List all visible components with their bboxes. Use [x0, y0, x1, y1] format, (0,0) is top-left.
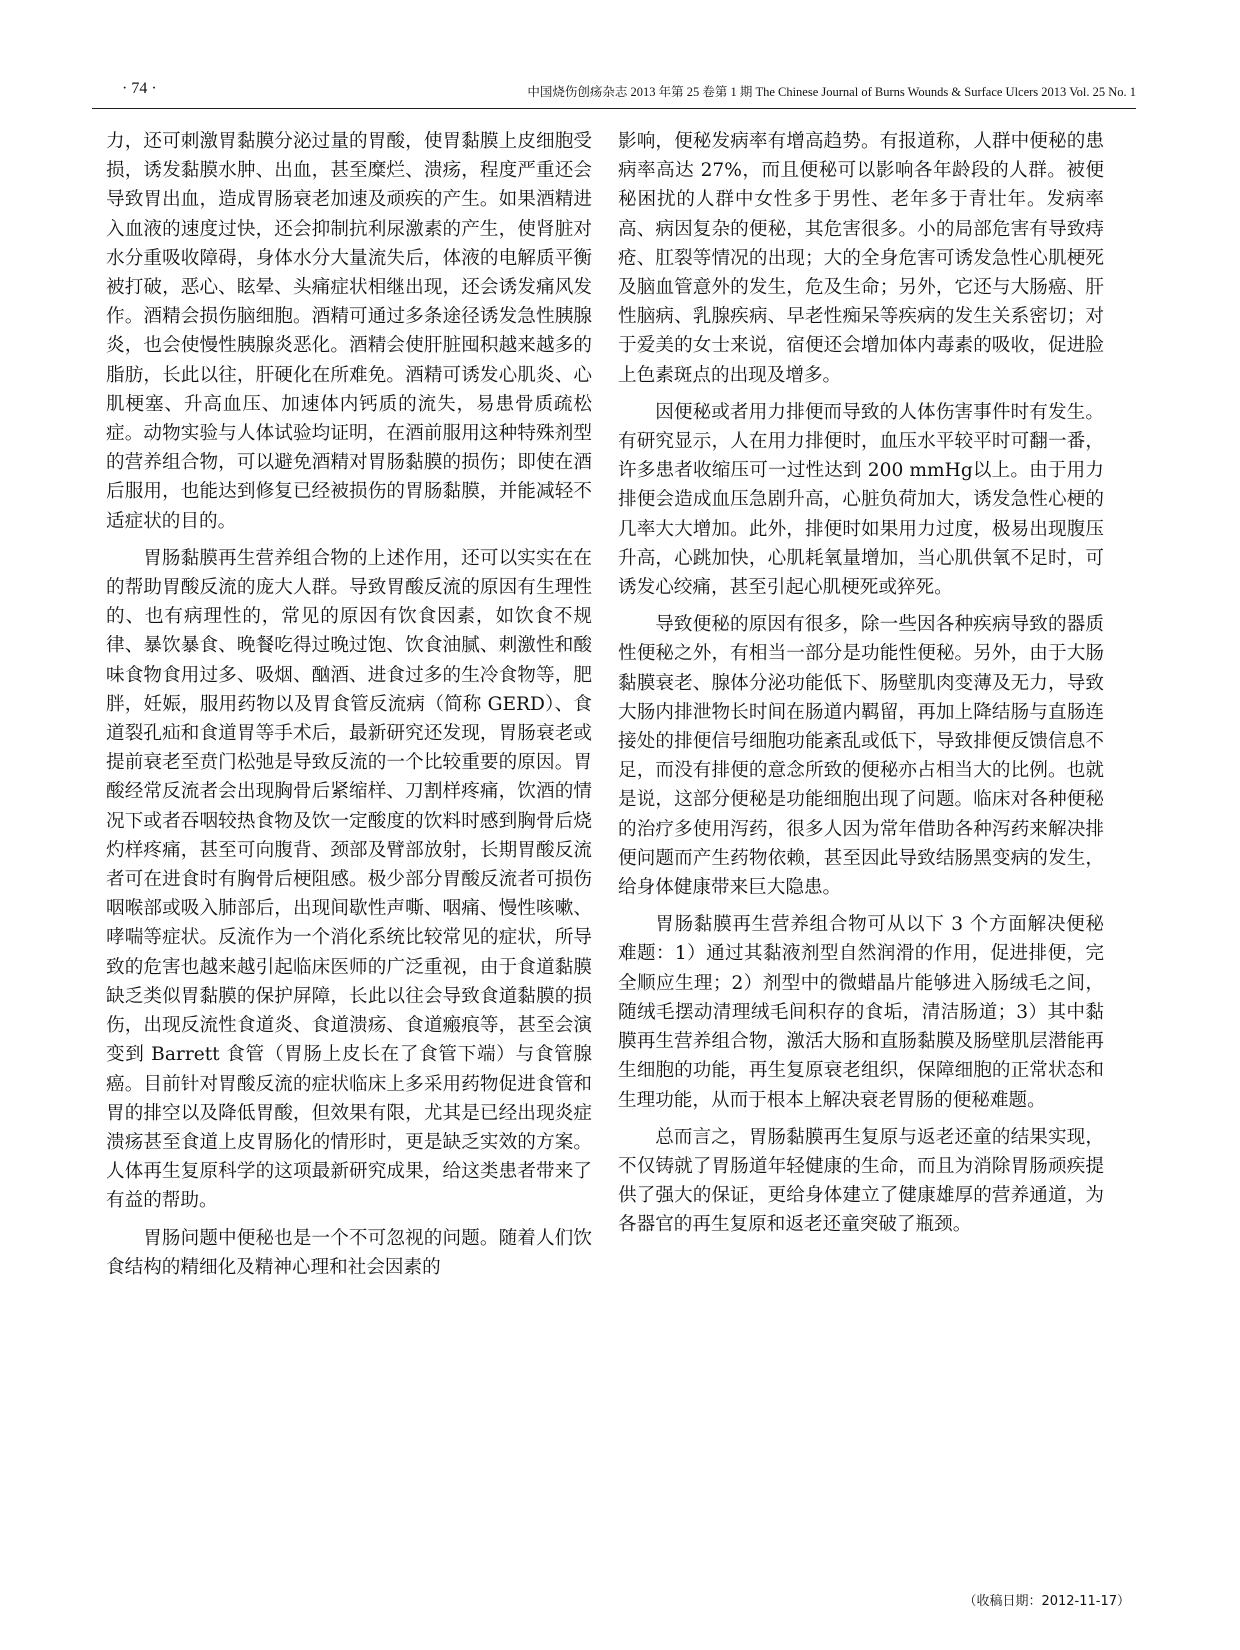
body-paragraph: 影响，便秘发病率有增高趋势。有报道称，人群中便秘的患病率高达 27%，而且便秘可以影响各年龄段的人群。被便秘困扰的人群中女性多于男性、老年多于青壮年。发病率高、病因复杂的便秘，其危害很多。小的局部危害有导致痔疮、肛裂等情况的出现；大的全身危害可诱发急性心肌梗死及脑血管意外的发生，危及生命；另外，它还与大肠癌、肝性脑病、乳腺疾病、早老性痴呆等疾病的发生关系密切；对于爱美的女士来说，宿便还会增加体内毒素的吸收，促进脸上色素斑点的出现及增多。 — [618, 131, 1104, 386]
page-number: · 74 · — [122, 80, 157, 97]
running-header — [92, 78, 1136, 109]
body-paragraph: 胃肠黏膜再生营养组合物的上述作用，还可以实实在在的帮助胃酸反流的庞大人群。导致胃酸反流的原因有生理性的、也有病理性的，常见的原因有饮食因素，如饮食不规律、暴饮暴食、晚餐吃得过晚过饱、饮食油腻、刺激性和酸味食物食用过多、吸烟、酗酒、进食过多的生冷食物等，肥胖，妊娠，服用药物以及胃食管反流病（简称 GERD）、食道裂孔疝和食道胃等手术后，最新研究还发现，胃肠衰老或提前衰老至贲门松弛是导致反流的一个比较重要的原因。胃酸经常反流者会出现胸骨后紧缩样、刀割样疼痛，饮酒的情况下或者吞咽较热食物及饮一定酸度的饮料时感到胸骨后烧灼样疼痛，甚至可向腹背、颈部及臂部放射，长期胃酸反流者可在进食时有胸骨后梗阻感。极少部分胃酸反流者可损伤咽喉部或吸入肺部后，出现间歇性声嘶、咽痛、慢性咳嗽、哮喘等症状。反流作为一个消化系统比较常见的症状，所导致的危害也越来越引起临床医师的广泛重视，由于食道黏膜缺乏类似胃黏膜的保护屏障，长此以往会导致食道黏膜的损伤，出现反流性食道炎、食道溃疡、食道瘢痕等，甚至会演变到 Barrett 食管（胃肠上皮长在了食管下端）与食管腺癌。目前针对胃酸反流的症状临床上多采用药物促进食管和胃的排空以及降低胃酸，但效果有限，尤其是已经出现炎症溃疡甚至食道上皮胃肠化的情形时，更是缺乏实效的方案。人体再生复原科学的这项最新研究成果，给这类患者带来了有益的帮助。 — [106, 547, 592, 1212]
body-paragraph: 因便秘或者用力排便而导致的人体伤害事件时有发生。有研究显示，人在用力排便时，血压水平较平时可翻一番，许多患者收缩压可一过性达到 200 mmHg以上。由于用力排便会造成血压急剧升高，心脏负荷加大，诱发急性心梗的几率大大增加。此外，排便时如果用力过度，极易出现腹压升高，心跳加快，心肌耗氧量增加，当心肌供氧不足时，可诱发心绞痛，甚至引起心肌梗死或猝死。 — [618, 401, 1104, 599]
body-paragraph: 总而言之，胃肠黏膜再生复原与返老还童的结果实现，不仅铸就了胃肠道年轻健康的生命，而且为消除胃肠顽疾提供了强大的保证，更给身体建立了健康雄厚的营养通道，为各器官的再生复原和返老还童突破了瓶颈。 — [618, 1126, 1104, 1236]
left-column — [106, 127, 592, 1290]
body-paragraph: 胃肠问题中便秘也是一个不可忽视的问题。随着人们饮食结构的精细化及精神心理和社会因素的 — [106, 1227, 592, 1278]
right-column — [618, 127, 1104, 1248]
received-date: （收稿日期：2012-11-17） — [963, 1594, 1130, 1609]
body-paragraph: 胃肠黏膜再生营养组合物可从以下 3 个方面解决便秘难题：1）通过其黏液剂型自然润滑的作用，促进排便，完全顺应生理；2）剂型中的微蜡晶片能够进入肠绒毛之间，随绒毛摆动清理绒毛间积存的食垢，清洁肠道；3）其中黏膜再生营养组合物，激活大肠和直肠黏膜及肠壁肌层潜能再生细胞的功能，再生复原衰老组织，保障细胞的正常状态和生理功能，从而于根本上解决衰老胃肠的便秘难题。 — [618, 914, 1104, 1111]
body-paragraph: 导致便秘的原因有很多，除一些因各种疾病导致的器质性便秘之外，有相当一部分是功能性便秘。另外，由于大肠黏膜衰老、腺体分泌功能低下、肠壁肌肉变薄及无力，导致大肠内排泄物长时间在肠道内羁留，再加上降结肠与直肠连接处的排便信号细胞功能紊乱或低下，导致排便反馈信息不足，而没有排便的意念所致的便秘亦占相当大的比例。也就是说，这部分便秘是功能细胞出现了问题。临床对各种便秘的治疗多使用泻药，很多人因为常年借助各种泻药来解决排便问题而产生药物依赖，甚至因此导致结肠黑变病的发生，给身体健康带来巨大隐患。 — [618, 614, 1104, 899]
body-paragraph: 力，还可刺激胃黏膜分泌过量的胃酸，使胃黏膜上皮细胞受损，诱发黏膜水肿、出血，甚至糜烂、溃疡，程度严重还会导致胃出血，造成胃肠衰老加速及顽疾的产生。如果酒精进入血液的速度过快，还会抑制抗利尿激素的产生，使肾脏对水分重吸收障碍，身体水分大量流失后，体液的电解质平衡被打破，恶心、眩晕、头痛症状相继出现，还会诱发痛风发作。酒精会损伤脑细胞。酒精可通过多条途径诱发急性胰腺炎，也会使慢性胰腺炎恶化。酒精会使肝脏囤积越来越多的脂肪，长此以往，肝硬化在所难免。酒精可诱发心肌炎、心肌梗塞、升高血压、加速体内钙质的流失，易患骨质疏松症。动物实验与人体试验均证明，在酒前服用这种特殊剂型的营养组合物，可以避免酒精对胃肠黏膜的损伤；即使在酒后服用，也能达到修复已经被损伤的胃肠黏膜，并能减轻不适症状的目的。 — [106, 131, 592, 532]
journal-running-head: 中国烧伤创疡杂志 2013 年第 25 卷第 1 期 The Chinese Journal of Burns Wounds & Surface Ulcers 2013 Vol. 25 No. 1 — [527, 85, 1136, 99]
